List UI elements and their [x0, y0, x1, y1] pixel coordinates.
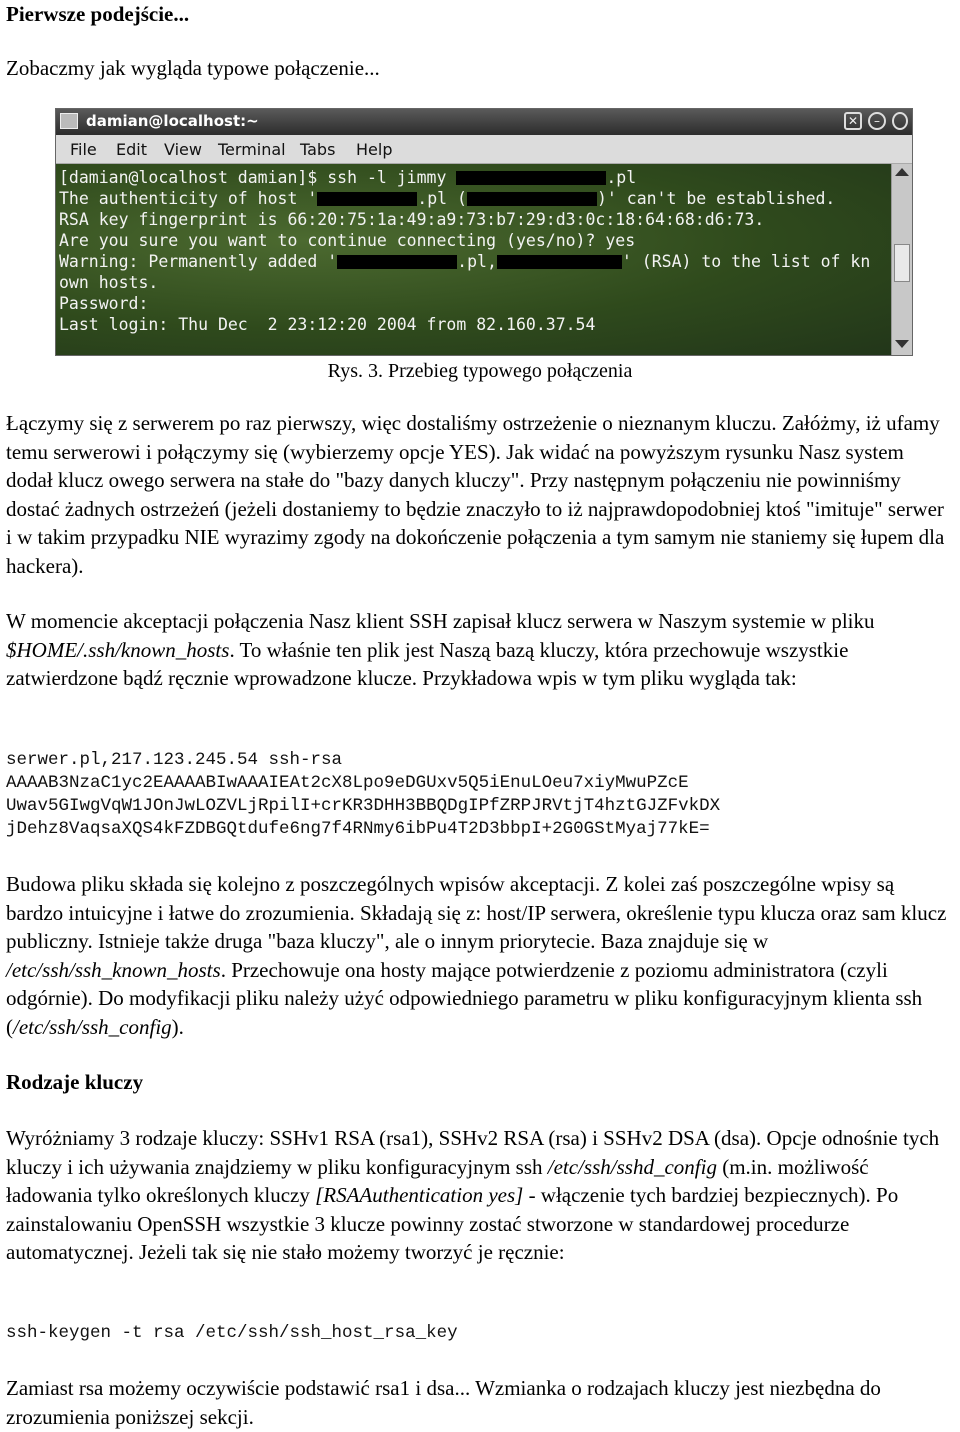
known-hosts-path: $HOME/.ssh/known_hosts — [6, 637, 230, 662]
terminal-line: Are you sure you want to continue connecting (yes/no)? yes — [59, 231, 636, 250]
paragraph-closing: Zamiast rsa możemy oczywiście podstawić rsa1 i dsa... Wzmianka o rodzajach kluczy jest niezbędna do zrozumienia poniższej sekcji. — [6, 1376, 881, 1429]
menu-edit[interactable]: Edit — [116, 140, 147, 159]
section-heading-key-types: Rodzaje kluczy — [6, 1070, 144, 1094]
menu-terminal[interactable]: Terminal — [218, 140, 286, 159]
scroll-up-icon[interactable] — [895, 168, 909, 176]
menu-view[interactable]: View — [164, 140, 202, 159]
section-heading-first-approach: Pierwsze podejście... — [6, 2, 190, 26]
paragraph-file-structure: Budowa pliku składa się kolejno z poszczególnych wpisów akceptacji. Z kolei zaś poszczególne wpisy są bardzo intuicyjne i łatwe do zrozumienia. Składają się z: host/IP serwera, określenie typu klucza oraz sam klucz publiczny. Istnieje także druga "baza kluczy", ale o innym priorytecie. Baza znajduje się w /etc/ssh/ssh_known_hosts. Przechowuje ona hosty mające potwierdzenie z poziomu administratora (czyli odgórnie). Do modyfikacji pliku należy użyć odpowiedniego parametru w pliku konfiguracyjnym klienta ssh (/etc/ssh/ssh_config). — [6, 872, 947, 1039]
ssh-known-hosts-path: /etc/ssh/ssh_known_hosts — [6, 957, 221, 982]
paragraph-first-connection: Łączymy się z serwerem po raz pierwszy, więc dostaliśmy ostrzeżenie o nieznanym kluczu. Załóżmy, iż ufamy temu serwerowi i połączymy się (wybierzemy opcje YES). Jak widać na powyższym rysunku Nasz system dodał klucz owego serwera na stałe do "bazy danych kluczy". Przy następnym połączeniu nie powinniśmy dostać żadnych ostrzeżeń (jeżeli dostaniemy to będzie znaczyło to iż najprawdopodobniej ktoś "imituje" serwer i w takim przypadku NIE wyrazimy zgody na dokończenie połączenia a tym samym nie staniemy się łupem dla hackera). — [6, 411, 945, 578]
scrollbar-thumb[interactable] — [894, 244, 910, 282]
terminal-icon — [60, 113, 78, 129]
intro-text: Zobaczmy jak wygląda typowe połączenie... — [6, 56, 380, 80]
figure-caption: Rys. 3. Przebieg typowego połączenia — [327, 360, 633, 382]
maximize-icon[interactable] — [892, 112, 908, 130]
menu-tabs[interactable]: Tabs — [300, 140, 336, 159]
keygen-command: ssh-keygen -t rsa /etc/ssh/ssh_host_rsa_key — [6, 1323, 458, 1343]
paragraph-known-hosts: W momencie akceptacji połączenia Nasz klient SSH zapisał klucz serwera w Naszym systemie w pliku $HOME/.ssh/known_hosts. To właśnie ten plik jest Naszą bazą kluczy, która przechowuje wszystkie zatwierdzone bądź ręcznie wprowadzone klucze. Przykładowa wpis w tym pliku wygląda tak: — [6, 609, 875, 691]
terminal-output[interactable] — [56, 164, 892, 355]
menu-help[interactable]: Help — [356, 140, 393, 159]
menu-file[interactable]: File — [70, 140, 97, 159]
scroll-down-icon[interactable] — [895, 340, 909, 348]
terminal-line: The authenticity of host ' .pl ( )' can't be established. — [59, 189, 836, 208]
minimize-icon[interactable]: – — [868, 112, 886, 130]
terminal-scrollbar[interactable] — [891, 164, 912, 355]
rsa-auth-option: [RSAAuthentication yes] — [315, 1183, 524, 1208]
terminal-menubar — [56, 135, 912, 164]
known-hosts-code-line: AAAAB3NzaC1yc2EAAAABIwAAAIEAt2cX8Lpo9eDGUxv5Q5iEnuLOeu7xiyMwuPZcE — [6, 773, 689, 793]
terminal-screenshot — [55, 108, 913, 356]
sshd-config-path: /etc/ssh/sshd_config — [547, 1154, 717, 1179]
terminal-line: own hosts. — [59, 273, 159, 292]
terminal-titlebar — [56, 109, 912, 135]
known-hosts-code-line: Uwav5GIwgVqW1JOnJwLOZVLjRpilI+crKR3DHH3BBQDgIPfZRPJRVtjT4hztGJZFvkDX — [6, 796, 721, 816]
terminal-title: damian@localhost:~ — [86, 112, 259, 130]
terminal-line: RSA key fingerprint is 66:20:75:1a:49:a9:73:b7:29:d3:0c:18:64:68:d6:73. — [59, 210, 765, 229]
paragraph-key-types: Wyróżniamy 3 rodzaje kluczy: SSHv1 RSA (rsa1), SSHv2 RSA (rsa) i SSHv2 DSA (dsa). Opcje odnośnie tych kluczy i ich używania znajdziemy w pliku konfiguracyjnym ssh /etc/ssh/sshd_config (m.in. możliwość ładowania tylko określonych kluczy [RSAAuthentication yes] - włączenie tych bardziej bezpiecznych). Po zainstalowaniu OpenSSH wszystkie 3 klucze powinny zostać stworzone w standardowej procedurze automatycznej. Jeżeli tak się nie stało możemy tworzyć je ręcznie: — [6, 1126, 940, 1265]
terminal-line: Warning: Permanently added ' .pl, ' (RSA) to the list of kn — [59, 252, 871, 271]
terminal-line: Last login: Thu Dec 2 23:12:20 2004 from 82.160.37.54 — [59, 315, 596, 334]
close-icon[interactable]: ✕ — [844, 112, 862, 130]
terminal-line: Password: — [59, 294, 149, 313]
known-hosts-code-line: serwer.pl,217.123.245.54 ssh-rsa — [6, 750, 343, 770]
ssh-config-path: /etc/ssh/ssh_config — [13, 1014, 172, 1039]
known-hosts-code-line: jDehz8VaqsaXQS4kFZDBGQtdufe6ng7f4RNmy6ibPu4T2D3bbpI+2G0GStMyaj77kE= — [6, 819, 710, 839]
terminal-line: [damian@localhost damian]$ ssh -l jimmy .pl — [59, 168, 637, 187]
